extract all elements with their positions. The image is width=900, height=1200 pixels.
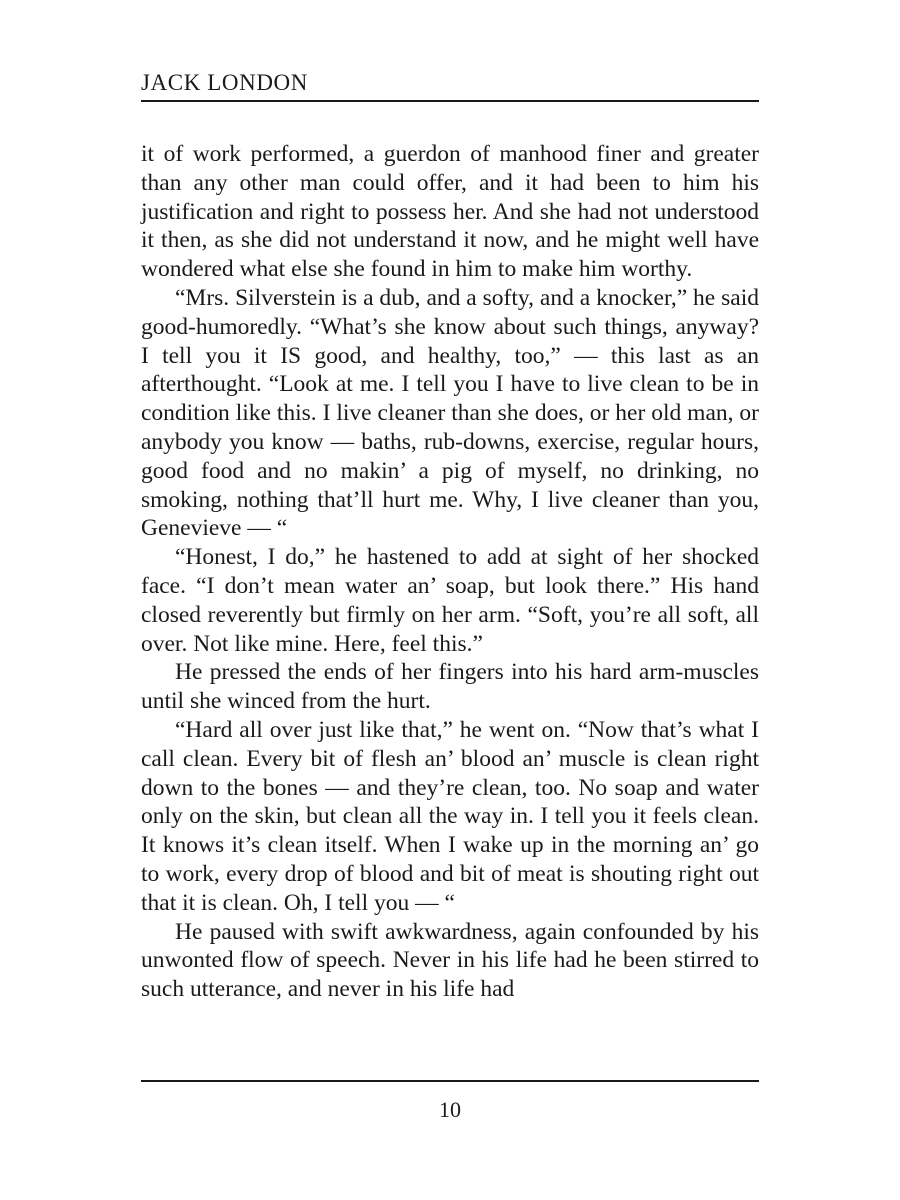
footer-rule bbox=[141, 1080, 759, 1082]
paragraph: He pressed the ends of her fingers into his hard arm-muscles until she winced from the hurt. bbox=[141, 659, 759, 715]
running-head-title: JACK LONDON bbox=[141, 70, 308, 95]
page-number: 10 bbox=[439, 1097, 461, 1122]
paragraph: He paused with swift awkwardness, again confounded by his unwonted flow of speech. Never in his life had he been stirred to such utterance, and never in his life had bbox=[141, 918, 759, 1003]
body-text bbox=[141, 140, 759, 1004]
paragraph: it of work performed, a guerdon of manhood finer and greater than any other man could offer, and it had been to him his justification and right to possess her. And she had not understood it then, as she did not understand it now, and he might well have wondered what else she found in him to make him worthy. bbox=[141, 141, 759, 283]
paragraph: “Mrs. Silverstein is a dub, and a softy, and a knocker,” he said good-humoredly. “What’s she know about such things, anyway? I tell you it IS good, and healthy, too,” — this last as an afterthought. “Look at me. I tell you I have to live clean to be in condition like this. I live cleaner than she does, or her old man, or anybody you know — baths, rub-downs, exercise, regular hours, good food and no makin’ a pig of myself, no drinking, no smoking, nothing that’ll hurt me. Why, I live cleaner than you, Genevieve — “ bbox=[141, 284, 759, 542]
book-page bbox=[141, 0, 759, 1200]
paragraph: “Hard all over just like that,” he went on. “Now that’s what I call clean. Every bit of flesh an’ blood an’ muscle is clean right down to the bones — and they’re clean, too. No soap and water only on the skin, but clean all the way in. I tell you it feels clean. It knows it’s clean itself. When I wake up in the morning an’ go to work, every drop of blood and bit of meat is shouting right out that it is clean. Oh, I tell you — “ bbox=[141, 716, 759, 916]
header-rule bbox=[141, 100, 759, 102]
paragraph: “Honest, I do,” he hastened to add at sight of her shocked face. “I don’t mean water an’ soap, but look there.” His hand closed reverently but firmly on her arm. “Soft, you’re all soft, all over. Not like mine. Here, feel this.” bbox=[141, 544, 759, 657]
